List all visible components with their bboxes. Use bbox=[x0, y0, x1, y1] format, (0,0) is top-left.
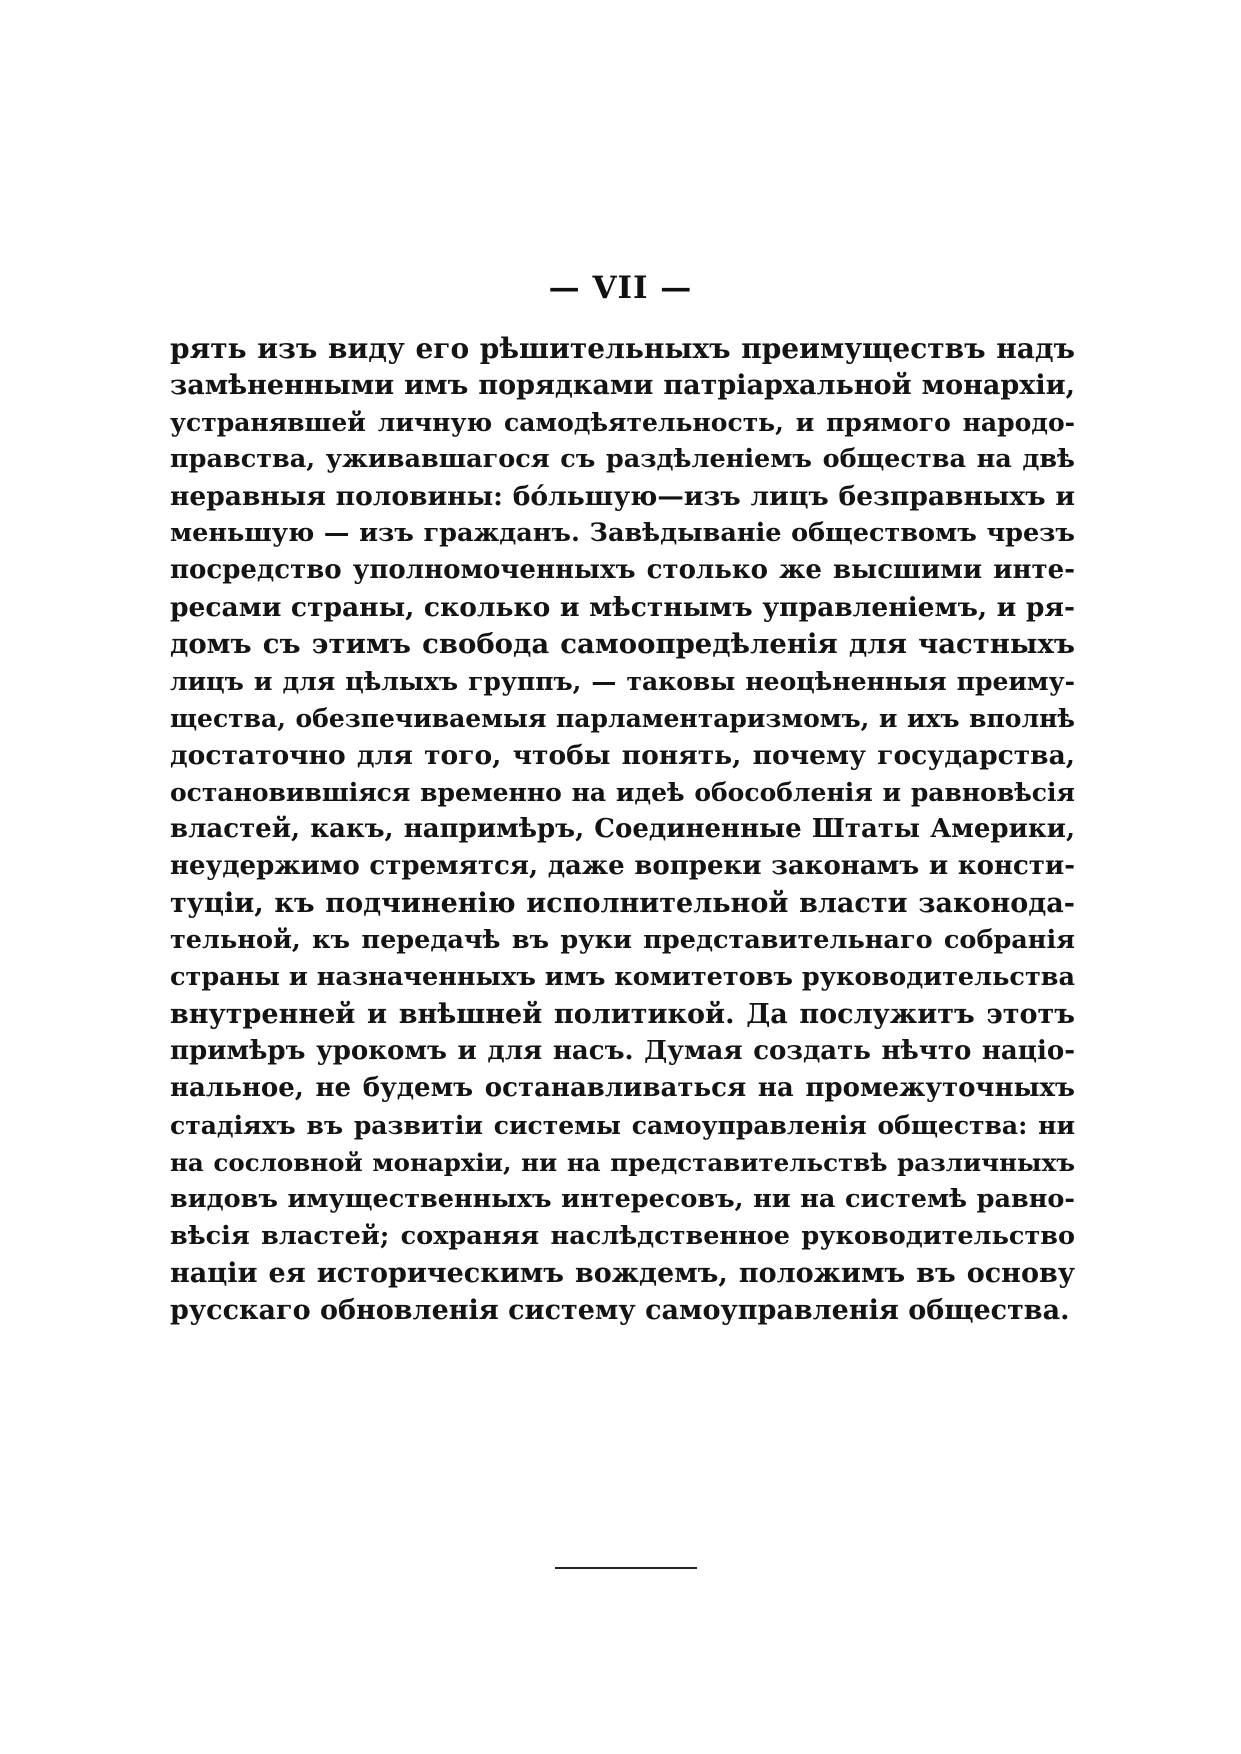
text-line: неравныя половины: бóльшую—изъ лицъ безправныхъ и bbox=[170, 481, 1075, 512]
text-line-last: русскаго обновленія систему самоуправленія общества. bbox=[170, 1295, 1070, 1326]
text-line: нальное, не будемъ останавливаться на промежуточныхъ bbox=[170, 1073, 1075, 1103]
text-line: страны и назначенныхъ имъ комитетовъ руководительства bbox=[170, 962, 1075, 992]
text-line: рять изъ виду его рѣшительныхъ преимуществъ надъ bbox=[170, 332, 1075, 365]
text-line: видовъ имущественныхъ интересовъ, ни на системѣ равно- bbox=[170, 1184, 1075, 1214]
text-line: туціи, къ подчиненію исполнительной власти законода- bbox=[170, 888, 1075, 919]
text-line: вѣсія властей; сохраняя наслѣдственное руководительство bbox=[170, 1221, 1075, 1251]
text-line: остановившіяся временно на идеѣ обособленія и равновѣсія bbox=[170, 778, 1075, 807]
text-line: тельной, къ передачѣ въ руки представительнаго собранія bbox=[170, 925, 1075, 955]
text-line: достаточно для того, чтобы понять, почему государства, bbox=[170, 740, 1075, 771]
text-line: меньшую — изъ гражданъ. Завѣдываніе обществомъ чрезъ bbox=[170, 518, 1075, 548]
text-line: правства, уживавшагося съ раздѣленіемъ общества на двѣ bbox=[170, 444, 1075, 474]
text-line: стадіяхъ въ развитіи системы самоуправленія общества: ни bbox=[170, 1111, 1075, 1140]
text-line: лицъ и для цѣлыхъ группъ, — таковы неоцѣненныя преиму- bbox=[170, 667, 1075, 696]
text-line: посредство уполномоченныхъ столько же высшими инте- bbox=[170, 555, 1075, 585]
text-line: внутренней и внѣшней политикой. Да послужитъ этотъ bbox=[170, 999, 1075, 1030]
text-line: щества, обезпечиваемыя парламентаризмомъ, и ихъ вполнѣ bbox=[170, 704, 1075, 733]
section-end-rule bbox=[555, 1567, 697, 1569]
text-line: властей, какъ, напримѣръ, Соединенные Штаты Америки, bbox=[170, 814, 1075, 844]
page-number: — VII — bbox=[548, 270, 693, 306]
text-line: ресами страны, сколько и мѣстнымъ управленіемъ, и ря- bbox=[170, 592, 1075, 623]
text-line: устранявшей личную самодѣятельность, и прямого народо- bbox=[170, 408, 1075, 437]
text-line: замѣненными имъ порядками патріархальной монархіи, bbox=[170, 370, 1075, 401]
body-text bbox=[170, 330, 1075, 1329]
text-line: неудержимо стремятся, даже вопреки законамъ и консти- bbox=[170, 851, 1075, 881]
text-line: примѣръ урокомъ и для насъ. Думая создать нѣчто націо- bbox=[170, 1036, 1075, 1066]
text-line: домъ съ этимъ свобода самоопредѣленія для частныхъ bbox=[170, 628, 1075, 660]
text-line: на сословной монархіи, ни на представительствѣ различныхъ bbox=[170, 1148, 1075, 1177]
text-line: націи ея историческимъ вождемъ, положимъ въ основу bbox=[170, 1258, 1075, 1289]
